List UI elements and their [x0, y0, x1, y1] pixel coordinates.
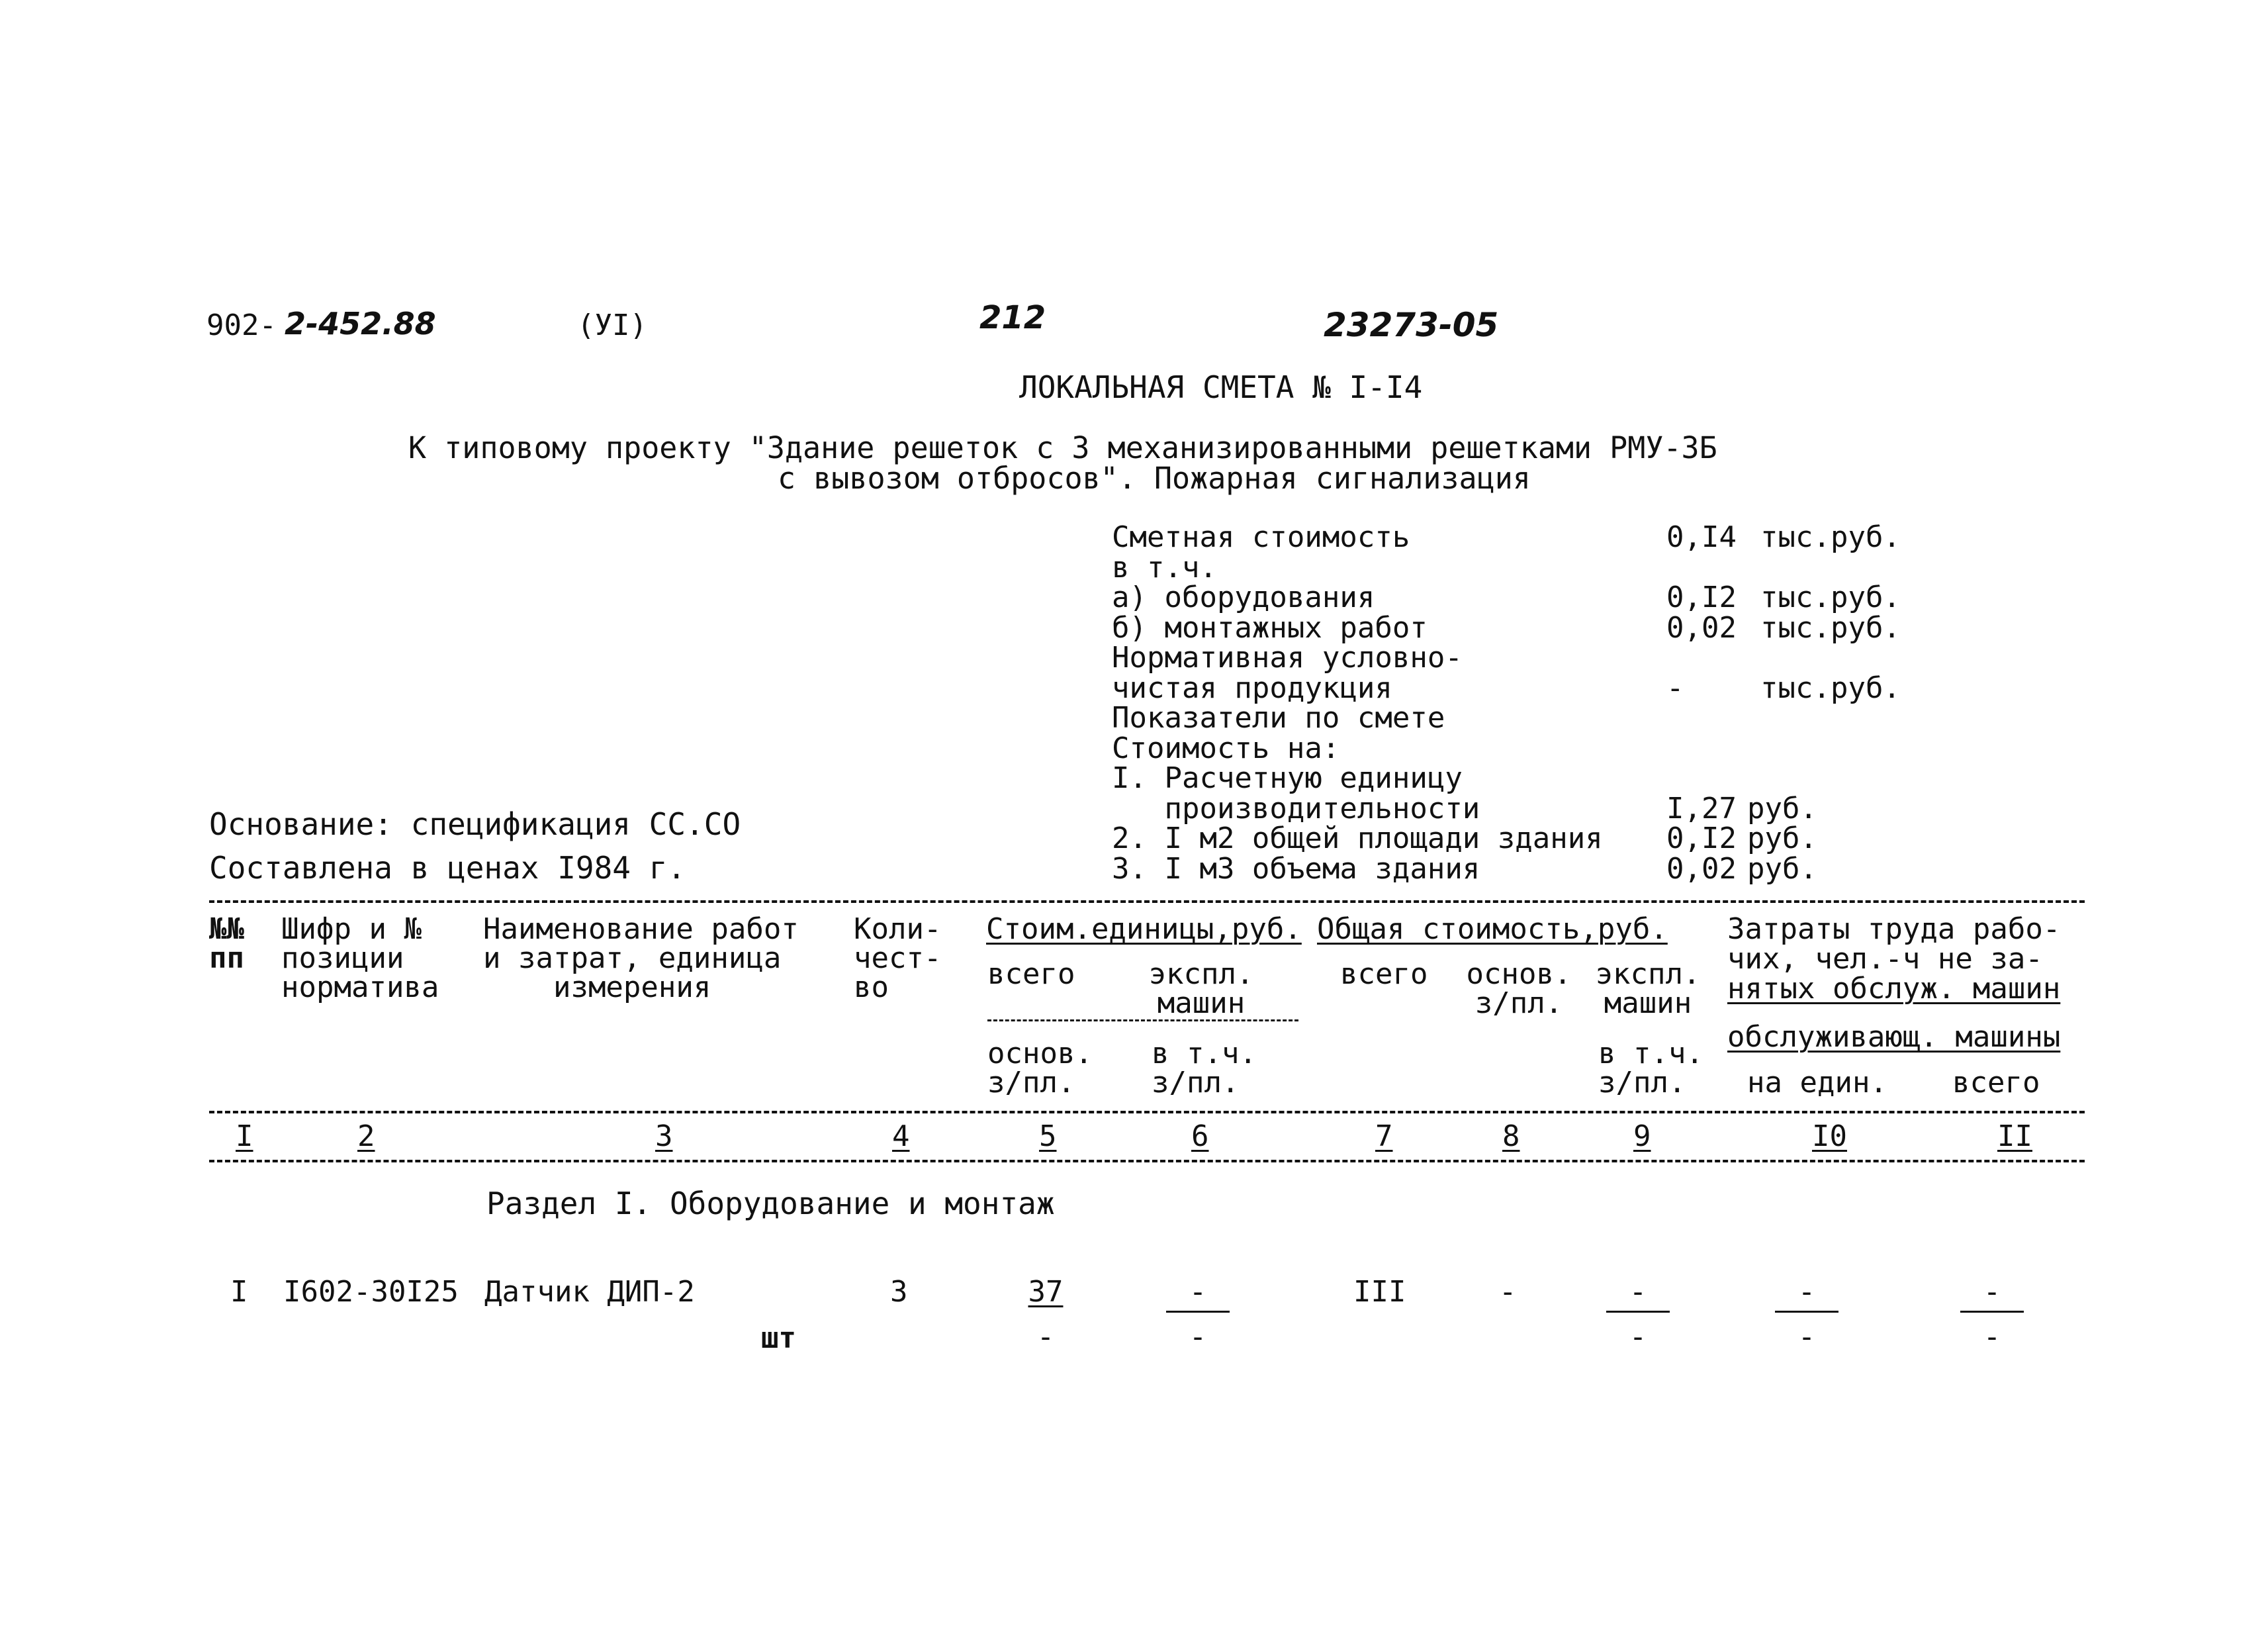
- summary-label: 2. I м2 общей площади здания: [1112, 822, 1603, 855]
- row-unit: шт: [761, 1321, 796, 1355]
- fraction-bar: [1960, 1311, 2024, 1313]
- summary-unit: тыс.руб.: [1760, 520, 1901, 554]
- summary-unit: тыс.руб.: [1760, 610, 1901, 645]
- col-header-total-machine-wages: в т.ч. з/пл.: [1598, 1037, 1703, 1100]
- col-header-labor-line4: обслуживающ. машины: [1727, 1020, 2061, 1054]
- col-group-total-cost: Общая стоимость,руб.: [1317, 912, 1668, 946]
- summary-unit: тыс.руб.: [1760, 671, 1901, 705]
- summary-unit: руб.: [1747, 851, 1817, 886]
- fraction-bar: [1606, 1311, 1670, 1313]
- summary-value: 0,I2: [1666, 581, 1737, 614]
- row-unit-total: 37: [1028, 1275, 1064, 1309]
- col-group-unit-cost: Стоим.единицы,руб.: [986, 912, 1302, 946]
- summary-label: Стоимость на:: [1112, 731, 1340, 765]
- summary-label: Показатели по смете: [1112, 701, 1445, 735]
- col-header-unit-wages: основ. з/пл.: [987, 1037, 1093, 1100]
- volume-number: (УI): [577, 308, 647, 342]
- column-number: 2: [357, 1119, 375, 1153]
- row-number: I: [230, 1275, 248, 1309]
- table-top-rule: [209, 900, 2085, 903]
- summary-unit: руб.: [1747, 822, 1817, 855]
- estimate-title: ЛОКАЛЬНАЯ СМЕТА № I-I4: [1019, 369, 1423, 405]
- col-header-labor-per-unit: на един.: [1747, 1066, 1887, 1100]
- summary-label: Сметная стоимость: [1112, 520, 1410, 554]
- summary-label: в т.ч.: [1112, 550, 1217, 585]
- summary-value: 0,I4: [1666, 520, 1737, 554]
- project-description-line2: с вывозом отбросов". Пожарная сигнализация: [778, 461, 1531, 496]
- column-number: 9: [1633, 1119, 1651, 1153]
- project-code-handwritten: 2-452.88: [285, 306, 436, 342]
- row-unit-machines: -: [1189, 1275, 1207, 1309]
- page-number-handwritten: 212: [979, 299, 1046, 336]
- row-quantity: 3: [890, 1275, 908, 1309]
- row-name: Датчик ДИП-2: [484, 1275, 695, 1309]
- col-header-labor-total: всего: [1952, 1066, 2040, 1100]
- summary-unit: тыс.руб.: [1760, 581, 1901, 614]
- col-header-number: №№ пп: [209, 912, 244, 975]
- row-total: III: [1353, 1275, 1406, 1309]
- column-number: I: [236, 1119, 253, 1153]
- project-code-prefix: 902-: [206, 308, 277, 342]
- document-number-handwritten: 23273-05: [1324, 306, 1499, 344]
- summary-label: а) оборудования: [1112, 581, 1375, 614]
- summary-value: 0,I2: [1666, 822, 1737, 855]
- price-basis-year: Составлена в ценах I984 г.: [209, 850, 686, 886]
- row-labor-total: -: [1983, 1275, 2001, 1309]
- fraction-bar: [1166, 1311, 1230, 1313]
- row-unit-wages: -: [1036, 1320, 1055, 1354]
- summary-label: 3. I м3 объема здания: [1112, 851, 1480, 886]
- column-number: 5: [1039, 1119, 1057, 1153]
- section-title: Раздел I. Оборудование и монтаж: [486, 1186, 1055, 1221]
- row-labor-per-unit: -: [1797, 1275, 1816, 1309]
- summary-value: I,27: [1666, 791, 1737, 825]
- col-header-total: всего: [1340, 957, 1428, 991]
- col-header-labor-line3: нятых обслуж. машин: [1727, 972, 2061, 1006]
- col-header-total-wages: основ. з/пл.: [1466, 957, 1572, 1020]
- col-header-name: Наименование работ и затрат, единица измерения: [483, 912, 799, 1004]
- col-header-unit-machines: экспл. машин: [1148, 957, 1254, 1020]
- basis-specification: Основание: спецификация СС.СО: [209, 806, 741, 842]
- summary-label: I. Расчетную единицу: [1112, 761, 1463, 795]
- column-number: 3: [655, 1119, 673, 1153]
- column-numbers-rule: [209, 1160, 2085, 1162]
- row-total-machines: -: [1629, 1275, 1647, 1309]
- summary-label: Нормативная условно-: [1112, 641, 1463, 675]
- column-number: II: [1997, 1119, 2032, 1153]
- summary-value: 0,02: [1666, 610, 1737, 645]
- header-bottom-rule: [209, 1111, 2085, 1113]
- column-number: 7: [1375, 1119, 1393, 1153]
- col-header-labor-line2: чих, чел.-ч не за-: [1727, 942, 2043, 976]
- row-unit-machine-wages: -: [1189, 1320, 1207, 1354]
- column-number: I0: [1812, 1119, 1847, 1153]
- column-number: 6: [1191, 1119, 1209, 1153]
- col-header-code: Шифр и № позиции норматива: [281, 912, 439, 1004]
- summary-unit: руб.: [1747, 791, 1817, 825]
- row-service-per-unit: -: [1797, 1320, 1816, 1354]
- row-total-wages: -: [1499, 1275, 1517, 1309]
- col-header-quantity: Коли- чест- во: [854, 912, 942, 1004]
- col-header-total-machines: экспл. машин: [1595, 957, 1701, 1020]
- summary-value: -: [1666, 671, 1684, 705]
- summary-label: б) монтажных работ: [1112, 610, 1428, 645]
- col-header-unit-machine-wages: в т.ч. з/пл.: [1152, 1037, 1257, 1100]
- summary-label: чистая продукция: [1112, 671, 1392, 705]
- summary-label: производительности: [1112, 791, 1480, 825]
- col-header-unit-total: всего: [987, 957, 1075, 991]
- row-service-total: -: [1983, 1320, 2001, 1354]
- project-description-line1: К типовому проекту "Здание решеток с 3 механизированными решетками РМУ-3Б: [408, 430, 1717, 465]
- column-number: 8: [1502, 1119, 1520, 1153]
- row-code: I602-30I25: [283, 1275, 459, 1309]
- col-header-labor-line1: Затраты труда рабо-: [1727, 912, 2061, 946]
- sub-rule-unit-cost: [987, 1019, 1298, 1021]
- fraction-bar: [1775, 1311, 1838, 1313]
- row-total-machine-wages: -: [1629, 1320, 1647, 1354]
- column-number: 4: [892, 1119, 910, 1153]
- summary-value: 0,02: [1666, 851, 1737, 886]
